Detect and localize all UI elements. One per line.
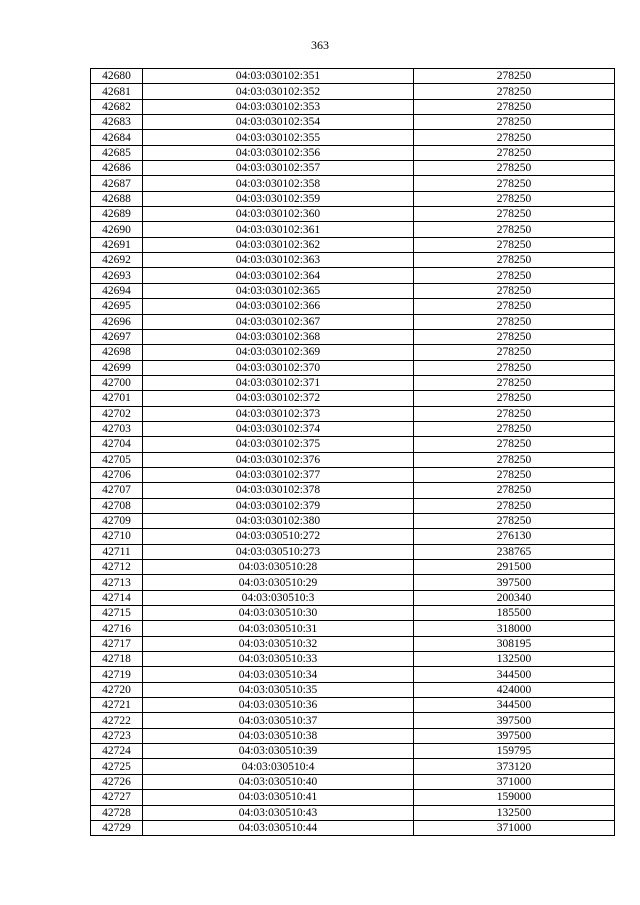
cadastral-number-cell: 04:03:030102:355 bbox=[143, 130, 414, 145]
table-row bbox=[91, 222, 615, 237]
row-number-cell: 42722 bbox=[91, 713, 143, 728]
row-number-cell: 42708 bbox=[91, 498, 143, 513]
table-row bbox=[91, 498, 615, 513]
row-number-cell: 42705 bbox=[91, 452, 143, 467]
table-row bbox=[91, 698, 615, 713]
row-number-cell: 42729 bbox=[91, 820, 143, 835]
table-row bbox=[91, 268, 615, 283]
table-row bbox=[91, 513, 615, 528]
table-row bbox=[91, 544, 615, 559]
cadastral-value-cell: 278250 bbox=[414, 222, 615, 237]
row-number-cell: 42703 bbox=[91, 421, 143, 436]
cadastral-value-cell: 371000 bbox=[414, 820, 615, 835]
row-number-cell: 42717 bbox=[91, 636, 143, 651]
row-number-cell: 42714 bbox=[91, 590, 143, 605]
cadastral-number-cell: 04:03:030510:3 bbox=[143, 590, 414, 605]
cadastral-value-cell: 278250 bbox=[414, 467, 615, 482]
cadastral-value-cell: 278250 bbox=[414, 360, 615, 375]
cadastral-number-cell: 04:03:030102:365 bbox=[143, 283, 414, 298]
table-row bbox=[91, 314, 615, 329]
cadastral-number-cell: 04:03:030510:37 bbox=[143, 713, 414, 728]
cadastral-value-cell: 278250 bbox=[414, 237, 615, 252]
cadastral-value-cell: 278250 bbox=[414, 283, 615, 298]
row-number-cell: 42718 bbox=[91, 652, 143, 667]
table-row bbox=[91, 345, 615, 360]
cadastral-number-cell: 04:03:030102:369 bbox=[143, 345, 414, 360]
cadastral-number-cell: 04:03:030102:361 bbox=[143, 222, 414, 237]
table-row bbox=[91, 99, 615, 114]
row-number-cell: 42684 bbox=[91, 130, 143, 145]
cadastral-number-cell: 04:03:030510:35 bbox=[143, 682, 414, 697]
row-number-cell: 42699 bbox=[91, 360, 143, 375]
row-number-cell: 42707 bbox=[91, 483, 143, 498]
table-row bbox=[91, 805, 615, 820]
table-row bbox=[91, 360, 615, 375]
row-number-cell: 42692 bbox=[91, 253, 143, 268]
table-row bbox=[91, 329, 615, 344]
cadastral-number-cell: 04:03:030510:32 bbox=[143, 636, 414, 651]
table-row bbox=[91, 759, 615, 774]
cadastral-number-cell: 04:03:030510:39 bbox=[143, 744, 414, 759]
cadastral-value-table bbox=[90, 68, 615, 836]
cadastral-value-cell: 397500 bbox=[414, 575, 615, 590]
cadastral-value-cell: 278250 bbox=[414, 375, 615, 390]
cadastral-value-cell: 278250 bbox=[414, 207, 615, 222]
table-row bbox=[91, 207, 615, 222]
row-number-cell: 42706 bbox=[91, 467, 143, 482]
row-number-cell: 42685 bbox=[91, 145, 143, 160]
table-row bbox=[91, 421, 615, 436]
table-row bbox=[91, 253, 615, 268]
cadastral-number-cell: 04:03:030102:375 bbox=[143, 437, 414, 452]
row-number-cell: 42709 bbox=[91, 513, 143, 528]
cadastral-value-cell: 278250 bbox=[414, 130, 615, 145]
row-number-cell: 42719 bbox=[91, 667, 143, 682]
cadastral-value-cell: 159000 bbox=[414, 790, 615, 805]
table-row bbox=[91, 728, 615, 743]
cadastral-value-cell: 278250 bbox=[414, 191, 615, 206]
cadastral-value-cell: 278250 bbox=[414, 161, 615, 176]
table-body bbox=[91, 69, 615, 836]
cadastral-number-cell: 04:03:030510:44 bbox=[143, 820, 414, 835]
table-row bbox=[91, 237, 615, 252]
row-number-cell: 42698 bbox=[91, 345, 143, 360]
cadastral-value-cell: 278250 bbox=[414, 299, 615, 314]
cadastral-value-cell: 276130 bbox=[414, 529, 615, 544]
cadastral-value-cell: 185500 bbox=[414, 606, 615, 621]
table-row bbox=[91, 529, 615, 544]
row-number-cell: 42728 bbox=[91, 805, 143, 820]
cadastral-value-cell: 159795 bbox=[414, 744, 615, 759]
table-row bbox=[91, 621, 615, 636]
cadastral-value-cell: 278250 bbox=[414, 513, 615, 528]
table-row bbox=[91, 375, 615, 390]
cadastral-number-cell: 04:03:030510:41 bbox=[143, 790, 414, 805]
row-number-cell: 42696 bbox=[91, 314, 143, 329]
table-row bbox=[91, 69, 615, 84]
cadastral-number-cell: 04:03:030102:380 bbox=[143, 513, 414, 528]
row-number-cell: 42689 bbox=[91, 207, 143, 222]
row-number-cell: 42726 bbox=[91, 774, 143, 789]
cadastral-number-cell: 04:03:030102:376 bbox=[143, 452, 414, 467]
table-row bbox=[91, 283, 615, 298]
cadastral-number-cell: 04:03:030102:363 bbox=[143, 253, 414, 268]
cadastral-number-cell: 04:03:030510:34 bbox=[143, 667, 414, 682]
table-row bbox=[91, 713, 615, 728]
cadastral-value-cell: 278250 bbox=[414, 268, 615, 283]
table-row bbox=[91, 84, 615, 99]
row-number-cell: 42727 bbox=[91, 790, 143, 805]
table-row bbox=[91, 176, 615, 191]
cadastral-number-cell: 04:03:030102:368 bbox=[143, 329, 414, 344]
row-number-cell: 42680 bbox=[91, 69, 143, 84]
row-number-cell: 42693 bbox=[91, 268, 143, 283]
cadastral-number-cell: 04:03:030102:374 bbox=[143, 421, 414, 436]
table-row bbox=[91, 667, 615, 682]
cadastral-value-cell: 278250 bbox=[414, 99, 615, 114]
cadastral-number-cell: 04:03:030102:358 bbox=[143, 176, 414, 191]
table-row bbox=[91, 560, 615, 575]
cadastral-number-cell: 04:03:030510:33 bbox=[143, 652, 414, 667]
cadastral-number-cell: 04:03:030510:4 bbox=[143, 759, 414, 774]
row-number-cell: 42687 bbox=[91, 176, 143, 191]
row-number-cell: 42695 bbox=[91, 299, 143, 314]
table-row bbox=[91, 682, 615, 697]
table-row bbox=[91, 636, 615, 651]
cadastral-value-cell: 278250 bbox=[414, 483, 615, 498]
cadastral-number-cell: 04:03:030102:364 bbox=[143, 268, 414, 283]
cadastral-value-cell: 278250 bbox=[414, 345, 615, 360]
cadastral-number-cell: 04:03:030510:30 bbox=[143, 606, 414, 621]
table-row bbox=[91, 575, 615, 590]
cadastral-value-cell: 278250 bbox=[414, 498, 615, 513]
row-number-cell: 42681 bbox=[91, 84, 143, 99]
table-row bbox=[91, 452, 615, 467]
row-number-cell: 42690 bbox=[91, 222, 143, 237]
cadastral-number-cell: 04:03:030102:359 bbox=[143, 191, 414, 206]
cadastral-number-cell: 04:03:030102:356 bbox=[143, 145, 414, 160]
table-row bbox=[91, 820, 615, 835]
cadastral-value-cell: 373120 bbox=[414, 759, 615, 774]
row-number-cell: 42720 bbox=[91, 682, 143, 697]
cadastral-number-cell: 04:03:030102:353 bbox=[143, 99, 414, 114]
cadastral-number-cell: 04:03:030102:366 bbox=[143, 299, 414, 314]
cadastral-number-cell: 04:03:030102:352 bbox=[143, 84, 414, 99]
cadastral-number-cell: 04:03:030102:371 bbox=[143, 375, 414, 390]
row-number-cell: 42691 bbox=[91, 237, 143, 252]
cadastral-value-cell: 278250 bbox=[414, 115, 615, 130]
row-number-cell: 42721 bbox=[91, 698, 143, 713]
cadastral-value-cell: 278250 bbox=[414, 253, 615, 268]
cadastral-value-cell: 278250 bbox=[414, 145, 615, 160]
cadastral-value-cell: 238765 bbox=[414, 544, 615, 559]
table-row bbox=[91, 299, 615, 314]
row-number-cell: 42713 bbox=[91, 575, 143, 590]
cadastral-value-cell: 200340 bbox=[414, 590, 615, 605]
cadastral-value-cell: 291500 bbox=[414, 560, 615, 575]
cadastral-value-cell: 344500 bbox=[414, 698, 615, 713]
row-number-cell: 42701 bbox=[91, 391, 143, 406]
cadastral-number-cell: 04:03:030510:40 bbox=[143, 774, 414, 789]
cadastral-value-cell: 278250 bbox=[414, 69, 615, 84]
cadastral-value-cell: 278250 bbox=[414, 391, 615, 406]
cadastral-number-cell: 04:03:030102:367 bbox=[143, 314, 414, 329]
cadastral-value-cell: 278250 bbox=[414, 329, 615, 344]
row-number-cell: 42683 bbox=[91, 115, 143, 130]
cadastral-number-cell: 04:03:030510:272 bbox=[143, 529, 414, 544]
cadastral-value-cell: 371000 bbox=[414, 774, 615, 789]
table-row bbox=[91, 391, 615, 406]
page-number: 363 bbox=[311, 38, 329, 52]
table-row bbox=[91, 790, 615, 805]
cadastral-value-cell: 132500 bbox=[414, 652, 615, 667]
cadastral-number-cell: 04:03:030102:370 bbox=[143, 360, 414, 375]
cadastral-value-cell: 318000 bbox=[414, 621, 615, 636]
cadastral-value-cell: 132500 bbox=[414, 805, 615, 820]
table-row bbox=[91, 406, 615, 421]
cadastral-number-cell: 04:03:030510:43 bbox=[143, 805, 414, 820]
row-number-cell: 42697 bbox=[91, 329, 143, 344]
cadastral-number-cell: 04:03:030102:360 bbox=[143, 207, 414, 222]
cadastral-number-cell: 04:03:030102:373 bbox=[143, 406, 414, 421]
row-number-cell: 42725 bbox=[91, 759, 143, 774]
row-number-cell: 42704 bbox=[91, 437, 143, 452]
cadastral-value-cell: 397500 bbox=[414, 713, 615, 728]
row-number-cell: 42694 bbox=[91, 283, 143, 298]
row-number-cell: 42716 bbox=[91, 621, 143, 636]
row-number-cell: 42710 bbox=[91, 529, 143, 544]
cadastral-number-cell: 04:03:030102:379 bbox=[143, 498, 414, 513]
cadastral-value-cell: 278250 bbox=[414, 452, 615, 467]
cadastral-number-cell: 04:03:030102:362 bbox=[143, 237, 414, 252]
cadastral-number-cell: 04:03:030510:273 bbox=[143, 544, 414, 559]
table-row bbox=[91, 606, 615, 621]
cadastral-value-cell: 278250 bbox=[414, 84, 615, 99]
row-number-cell: 42686 bbox=[91, 161, 143, 176]
cadastral-number-cell: 04:03:030102:372 bbox=[143, 391, 414, 406]
cadastral-value-cell: 344500 bbox=[414, 667, 615, 682]
cadastral-value-cell: 308195 bbox=[414, 636, 615, 651]
cadastral-number-cell: 04:03:030510:28 bbox=[143, 560, 414, 575]
cadastral-number-cell: 04:03:030510:38 bbox=[143, 728, 414, 743]
cadastral-number-cell: 04:03:030102:354 bbox=[143, 115, 414, 130]
row-number-cell: 42702 bbox=[91, 406, 143, 421]
row-number-cell: 42712 bbox=[91, 560, 143, 575]
table-row bbox=[91, 774, 615, 789]
row-number-cell: 42682 bbox=[91, 99, 143, 114]
cadastral-number-cell: 04:03:030510:31 bbox=[143, 621, 414, 636]
row-number-cell: 42723 bbox=[91, 728, 143, 743]
table-row bbox=[91, 115, 615, 130]
row-number-cell: 42724 bbox=[91, 744, 143, 759]
table-row bbox=[91, 437, 615, 452]
table-row bbox=[91, 130, 615, 145]
cadastral-number-cell: 04:03:030102:351 bbox=[143, 69, 414, 84]
cadastral-value-cell: 278250 bbox=[414, 406, 615, 421]
table-row bbox=[91, 483, 615, 498]
table-row bbox=[91, 191, 615, 206]
cadastral-number-cell: 04:03:030510:36 bbox=[143, 698, 414, 713]
table-row bbox=[91, 161, 615, 176]
row-number-cell: 42700 bbox=[91, 375, 143, 390]
cadastral-value-cell: 278250 bbox=[414, 176, 615, 191]
cadastral-value-cell: 278250 bbox=[414, 437, 615, 452]
table-row bbox=[91, 652, 615, 667]
cadastral-value-cell: 278250 bbox=[414, 314, 615, 329]
row-number-cell: 42688 bbox=[91, 191, 143, 206]
cadastral-number-cell: 04:03:030102:377 bbox=[143, 467, 414, 482]
table-row bbox=[91, 590, 615, 605]
cadastral-value-cell: 278250 bbox=[414, 421, 615, 436]
cadastral-number-cell: 04:03:030510:29 bbox=[143, 575, 414, 590]
cadastral-value-cell: 397500 bbox=[414, 728, 615, 743]
cadastral-value-cell: 424000 bbox=[414, 682, 615, 697]
cadastral-number-cell: 04:03:030102:357 bbox=[143, 161, 414, 176]
row-number-cell: 42711 bbox=[91, 544, 143, 559]
row-number-cell: 42715 bbox=[91, 606, 143, 621]
cadastral-number-cell: 04:03:030102:378 bbox=[143, 483, 414, 498]
table-row bbox=[91, 744, 615, 759]
table-row bbox=[91, 467, 615, 482]
table-row bbox=[91, 145, 615, 160]
